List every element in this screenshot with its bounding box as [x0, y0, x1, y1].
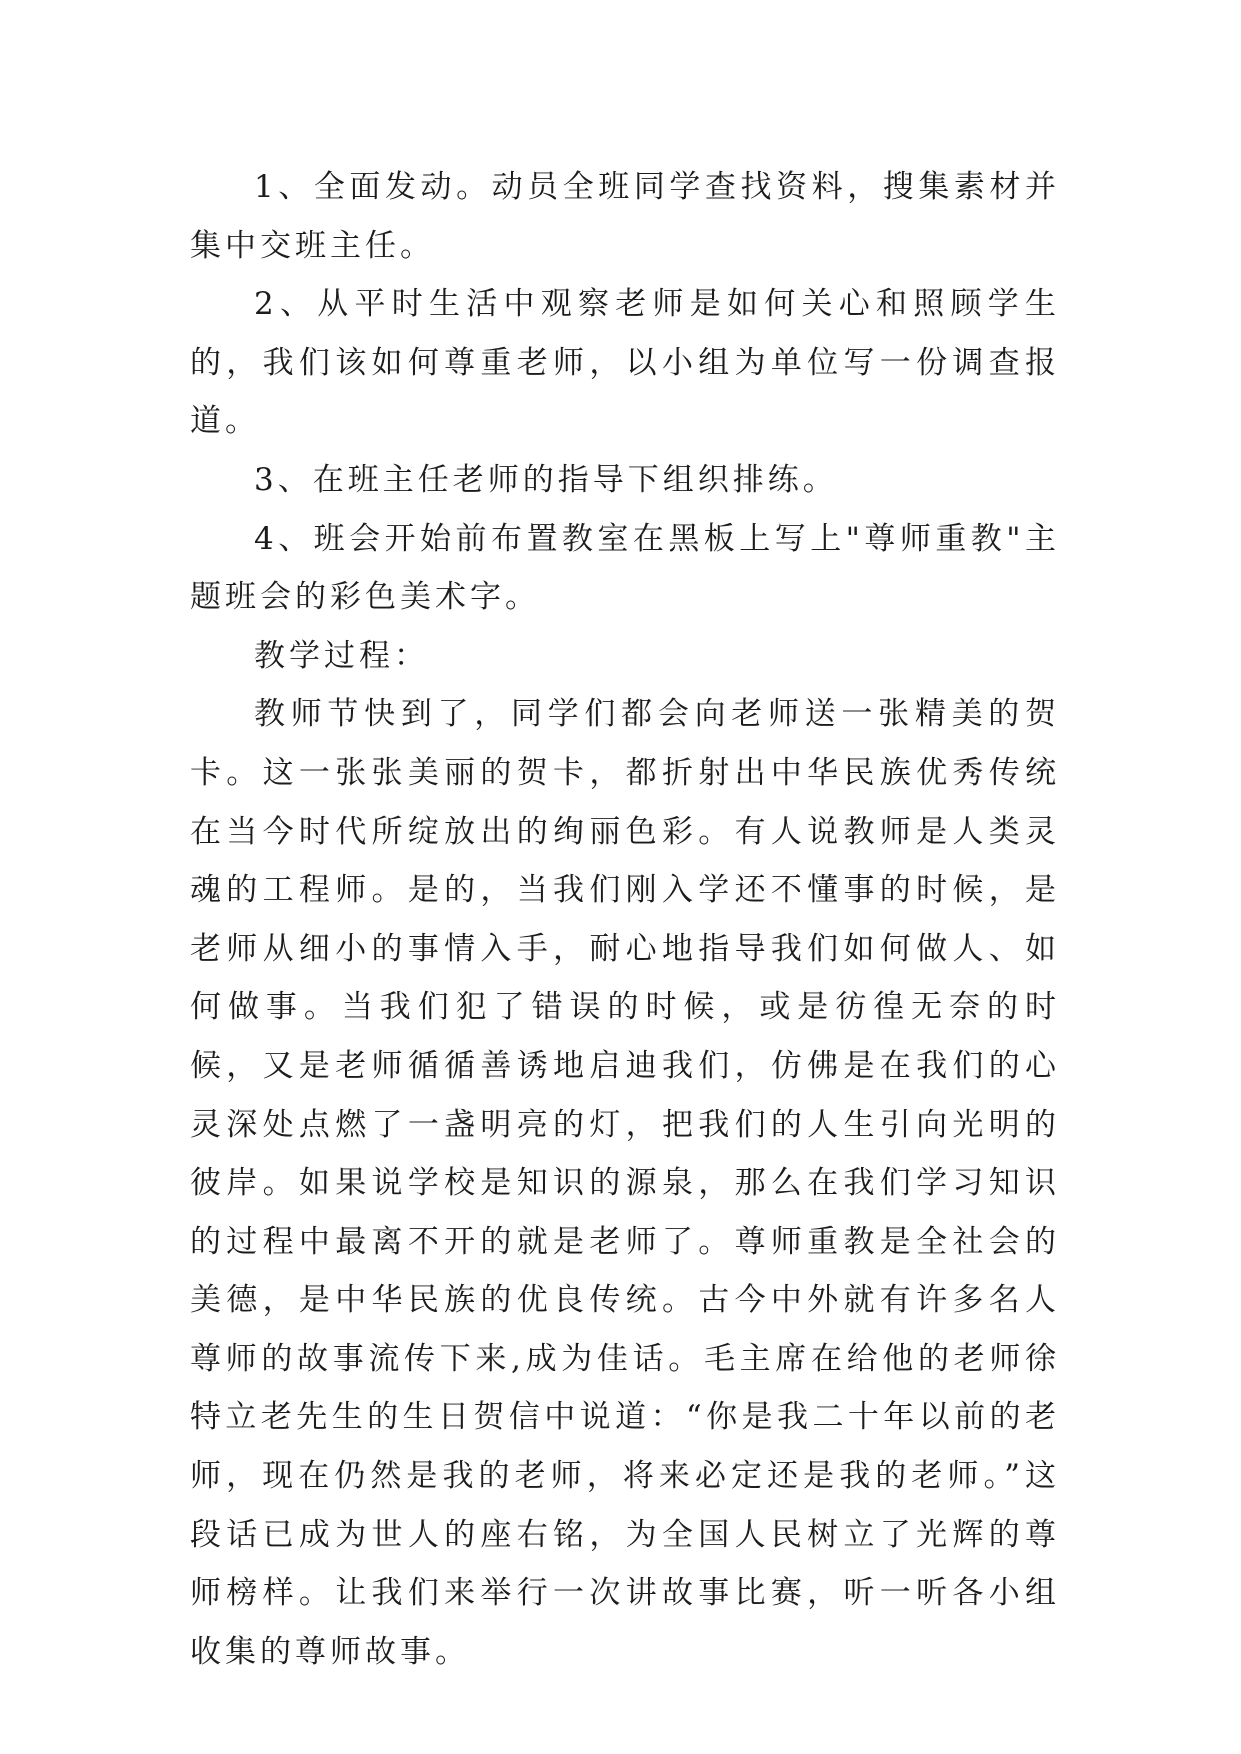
section-heading-teaching-process: 教学过程：	[254, 637, 429, 674]
paragraph-step-3: 3、在班主任老师的指导下组织排练。	[254, 461, 838, 498]
paragraph-teaching-process-body: 教师节快到了，同学们都会向老师送一张精美的贺卡。这一张张美丽的贺卡，都折射出中华民族优秀传统在当今时代所绽放出的绚丽色彩。有人说教师是人类灵魂的工程师。是的，当我们刚入学还不懂事的时候，是老师从细小的事情入手，耐心地指导我们如何做人、如何做事。当我们犯了错误的时候，或是彷徨无奈的时候，又是老师循循善诱地启迪我们，仿佛是在我们的心灵深处点燃了一盏明亮的灯，把我们的人生引向光明的彼岸。如果说学校是知识的源泉，那么在我们学习知识的过程中最离不开的就是老师了。尊师重教是全社会的美德，是中华民族的优良传统。古今中外就有许多名人尊师的故事流传下来,成为佳话。毛主席在给他的老师徐特立老先生的生日贺信中说道：“你是我二十年以前的老师，现在仍然是我的老师，将来必定还是我的老师。”这段话已成为世人的座右铭，为全国人民树立了光辉的尊师榜样。让我们来举行一次讲故事比赛，听一听各小组收集的尊师故事。	[190, 696, 1060, 1670]
document-body	[190, 158, 1060, 1681]
paragraph-step-4: 4、班会开始前布置教室在黑板上写上"尊师重教"主题班会的彩色美术字。	[190, 520, 1060, 616]
paragraph-step-1: 1、全面发动。动员全班同学查找资料，搜集素材并集中交班主任。	[190, 169, 1060, 264]
paragraph-step-2: 2、从平时生活中观察老师是如何关心和照顾学生的，我们该如何尊重老师，以小组为单位写一份调查报道。	[190, 286, 1060, 440]
